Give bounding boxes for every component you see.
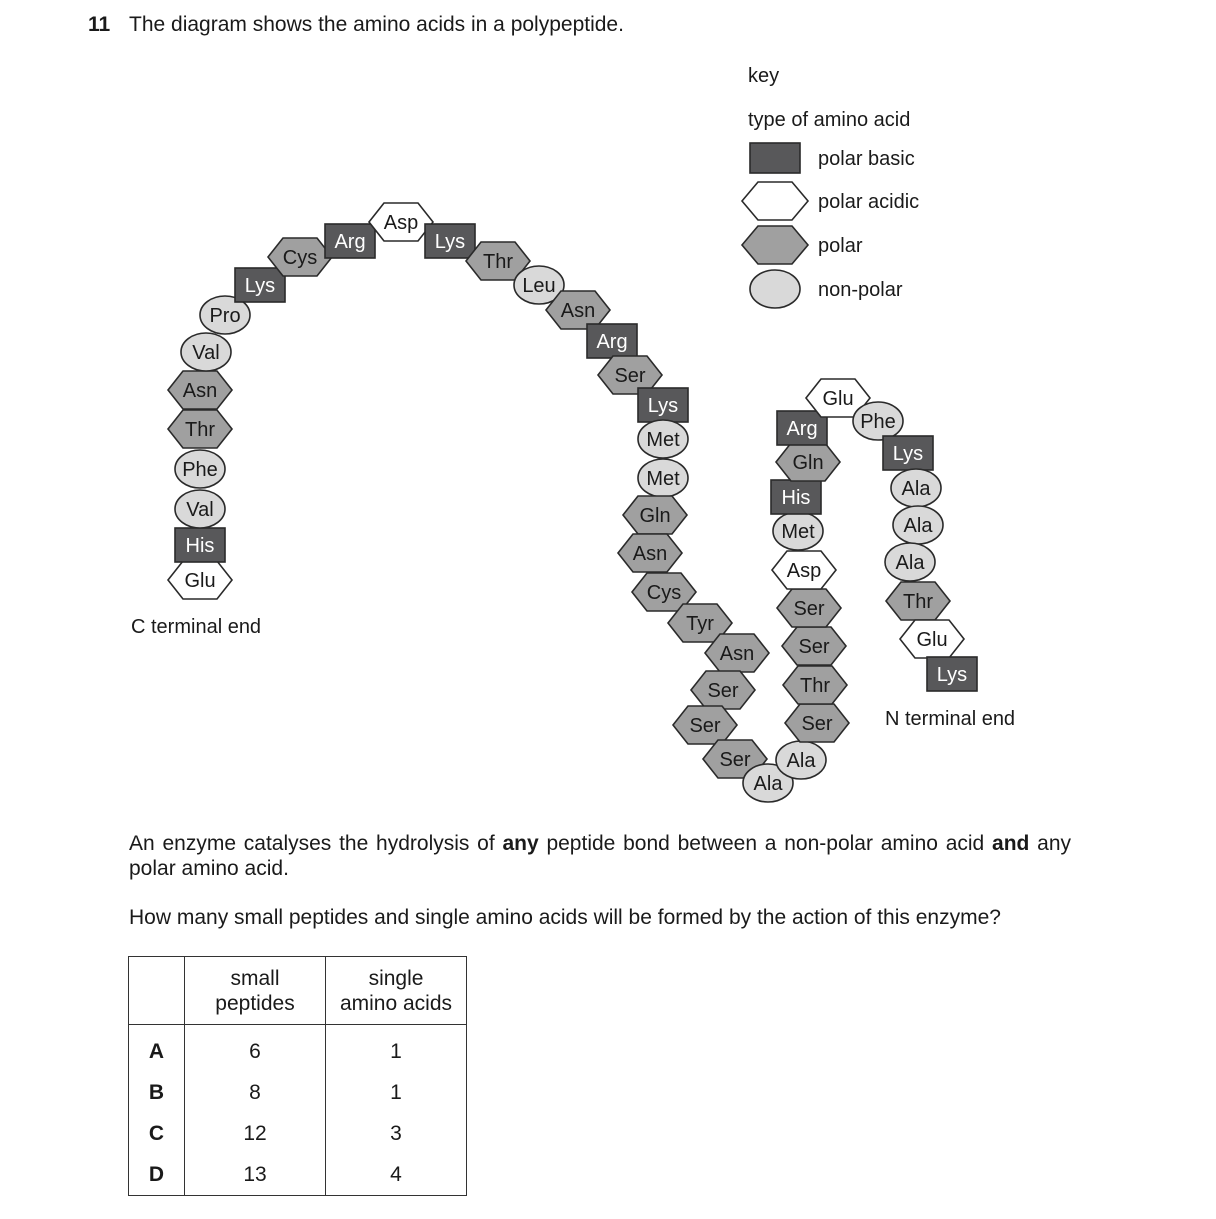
amino-acid-polar xyxy=(691,671,755,709)
amino-acid-label: Val xyxy=(192,342,220,364)
amino-acid-non-polar xyxy=(893,506,943,544)
small-peptides-value: 6 xyxy=(185,1025,326,1073)
amino-acid-polar-acidic xyxy=(772,551,836,589)
amino-acid-label: Glu xyxy=(184,570,216,592)
amino-acid-label: Lys xyxy=(936,664,968,686)
amino-acid-label: Ala xyxy=(895,552,925,574)
amino-acid-polar xyxy=(776,443,840,481)
amino-acid-label: Ser xyxy=(719,749,751,771)
table-header-row xyxy=(129,957,467,1025)
amino-acid-non-polar xyxy=(175,490,225,528)
amino-acid-label: Asn xyxy=(719,643,755,665)
para1-text-end: any polar amino acid. xyxy=(129,832,1071,880)
small-peptides-value: 8 xyxy=(185,1072,326,1113)
c-terminal-label: C terminal end xyxy=(131,616,262,638)
amino-acid-label: His xyxy=(781,487,811,509)
single-amino-acids-value: 3 xyxy=(326,1113,467,1154)
amino-acid-polar-basic xyxy=(883,436,933,470)
amino-acid-polar-basic xyxy=(425,224,475,258)
amino-acid-label: Met xyxy=(781,521,815,543)
amino-acid-label: Ala xyxy=(901,478,931,500)
amino-acid-label: Thr xyxy=(800,675,830,697)
amino-acid-polar xyxy=(268,238,332,276)
amino-acid-polar-basic xyxy=(927,657,977,691)
amino-acid-label: Tyr xyxy=(686,613,714,635)
para1-bold-and: and xyxy=(992,832,1030,855)
amino-acid-polar xyxy=(886,582,950,620)
amino-acid-label: Asn xyxy=(560,300,596,322)
amino-acid-label: Ser xyxy=(801,713,833,735)
amino-acid-non-polar xyxy=(181,333,231,371)
amino-acid-label: Lys xyxy=(892,443,924,465)
amino-acid-label: Pro xyxy=(209,305,241,327)
amino-acid-label: Asp xyxy=(383,212,419,234)
amino-acid-polar-basic xyxy=(638,388,688,422)
amino-acid-polar xyxy=(168,371,232,409)
option-row-b[interactable] xyxy=(129,1072,467,1113)
amino-acid-label: Glu xyxy=(916,629,948,651)
key-title: key xyxy=(748,65,780,87)
amino-acid-label: Ala xyxy=(786,750,816,772)
amino-acid-label: Glu xyxy=(822,388,854,410)
amino-acid-label: Cys xyxy=(646,582,682,604)
n-terminal-label: N terminal end xyxy=(885,708,1016,730)
question-text: The diagram shows the amino acids in a polypeptide. xyxy=(129,13,624,36)
amino-acid-label: Cys xyxy=(282,247,318,269)
amino-acid-label: Ser xyxy=(614,365,646,387)
amino-acid-polar xyxy=(785,704,849,742)
amino-acid-polar-basic xyxy=(771,480,821,514)
amino-acid-polar xyxy=(623,496,687,534)
amino-acid-label: Arg xyxy=(334,231,366,253)
amino-acid-label: Ser xyxy=(689,715,721,737)
option-row-a[interactable] xyxy=(129,1025,467,1073)
amino-acid-label: His xyxy=(185,535,215,557)
key-legend xyxy=(742,65,919,308)
amino-acid-polar xyxy=(673,706,737,744)
amino-acid-label: Thr xyxy=(483,251,513,273)
key-label-polar-acidic: polar acidic xyxy=(818,191,920,213)
option-row-d[interactable] xyxy=(129,1154,467,1196)
header-single-amino-acids: single amino acids xyxy=(326,957,467,1025)
single-amino-acids-value: 4 xyxy=(326,1154,467,1196)
amino-acid-non-polar xyxy=(773,512,823,550)
option-label: C xyxy=(129,1113,185,1154)
amino-acid-polar-basic xyxy=(235,268,285,302)
amino-acid-polar-basic xyxy=(175,528,225,562)
question-paragraph xyxy=(129,831,1071,881)
key-swatch-polar xyxy=(742,226,808,264)
amino-acid-polar xyxy=(783,666,847,704)
key-swatch-polar-acidic xyxy=(742,182,808,220)
single-amino-acids-value: 1 xyxy=(326,1072,467,1113)
amino-acid-label: Asn xyxy=(182,380,218,402)
amino-acid-label: Lys xyxy=(244,275,276,297)
option-label: A xyxy=(129,1025,185,1073)
amino-acid-label: Thr xyxy=(903,591,933,613)
amino-acid-label: Ser xyxy=(798,636,830,658)
amino-acid-label: Asp xyxy=(786,560,822,582)
amino-acid-label: Phe xyxy=(182,459,218,481)
amino-acid-polar xyxy=(705,634,769,672)
amino-acid-label: Met xyxy=(646,429,680,451)
amino-acid-polar xyxy=(618,534,682,572)
key-label-non-polar: non-polar xyxy=(818,279,903,301)
amino-acid-label: Val xyxy=(186,499,214,521)
amino-acid-non-polar xyxy=(638,459,688,497)
amino-acid-label: Thr xyxy=(185,419,215,441)
key-subtitle: type of amino acid xyxy=(748,109,911,131)
amino-acid-polar-basic xyxy=(325,224,375,258)
amino-acid-non-polar xyxy=(638,420,688,458)
option-label: B xyxy=(129,1072,185,1113)
answer-options-table xyxy=(128,956,467,1196)
amino-acid-label: Arg xyxy=(786,418,818,440)
option-row-c[interactable] xyxy=(129,1113,467,1154)
para1-text-middle: peptide bond between a non-polar amino acid xyxy=(538,832,993,855)
amino-acid-label: Gln xyxy=(792,452,824,474)
amino-acid-polar-acidic xyxy=(369,203,433,241)
amino-acid-label: Met xyxy=(646,468,680,490)
amino-acid-label: Ser xyxy=(707,680,739,702)
amino-acid-label: Ala xyxy=(753,773,783,795)
key-label-polar: polar xyxy=(818,235,863,257)
option-label: D xyxy=(129,1154,185,1196)
amino-acid-polar xyxy=(782,627,846,665)
amino-acid-polar xyxy=(168,410,232,448)
para1-text-start: An enzyme catalyses the hydrolysis of xyxy=(129,832,503,855)
amino-acid-non-polar xyxy=(776,741,826,779)
amino-acid-polar-basic xyxy=(587,324,637,358)
amino-acid-non-polar xyxy=(891,469,941,507)
amino-acid-polar xyxy=(777,589,841,627)
amino-acid-label: Ala xyxy=(903,515,933,537)
amino-acid-label: Phe xyxy=(860,411,896,433)
amino-acid-polar-acidic xyxy=(168,561,232,599)
para1-bold-any: any xyxy=(502,832,539,855)
question-number: 11 xyxy=(88,13,111,36)
amino-acid-label: Arg xyxy=(596,331,628,353)
amino-acid-polar-acidic xyxy=(900,620,964,658)
key-swatch-non-polar xyxy=(750,270,800,308)
amino-acid-non-polar xyxy=(175,450,225,488)
amino-acid-non-polar xyxy=(853,402,903,440)
amino-acid-non-polar xyxy=(885,543,935,581)
key-label-polar-basic: polar basic xyxy=(818,148,915,170)
single-amino-acids-value: 1 xyxy=(326,1025,467,1073)
amino-acid-label: Lys xyxy=(434,231,466,253)
amino-acid-label: Asn xyxy=(632,543,668,565)
amino-acid-label: Ser xyxy=(793,598,825,620)
amino-acid-label: Gln xyxy=(639,505,671,527)
header-blank-cell xyxy=(129,957,185,1025)
small-peptides-value: 12 xyxy=(185,1113,326,1154)
small-peptides-value: 13 xyxy=(185,1154,326,1196)
header-small-peptides: small peptides xyxy=(185,957,326,1025)
key-swatch-polar-basic xyxy=(750,143,800,173)
question-prompt: How many small peptides and single amino acids will be formed by the action of this enzyme? xyxy=(129,906,1001,929)
amino-acid-label: Lys xyxy=(647,395,679,417)
amino-acid-label: Leu xyxy=(522,275,556,297)
